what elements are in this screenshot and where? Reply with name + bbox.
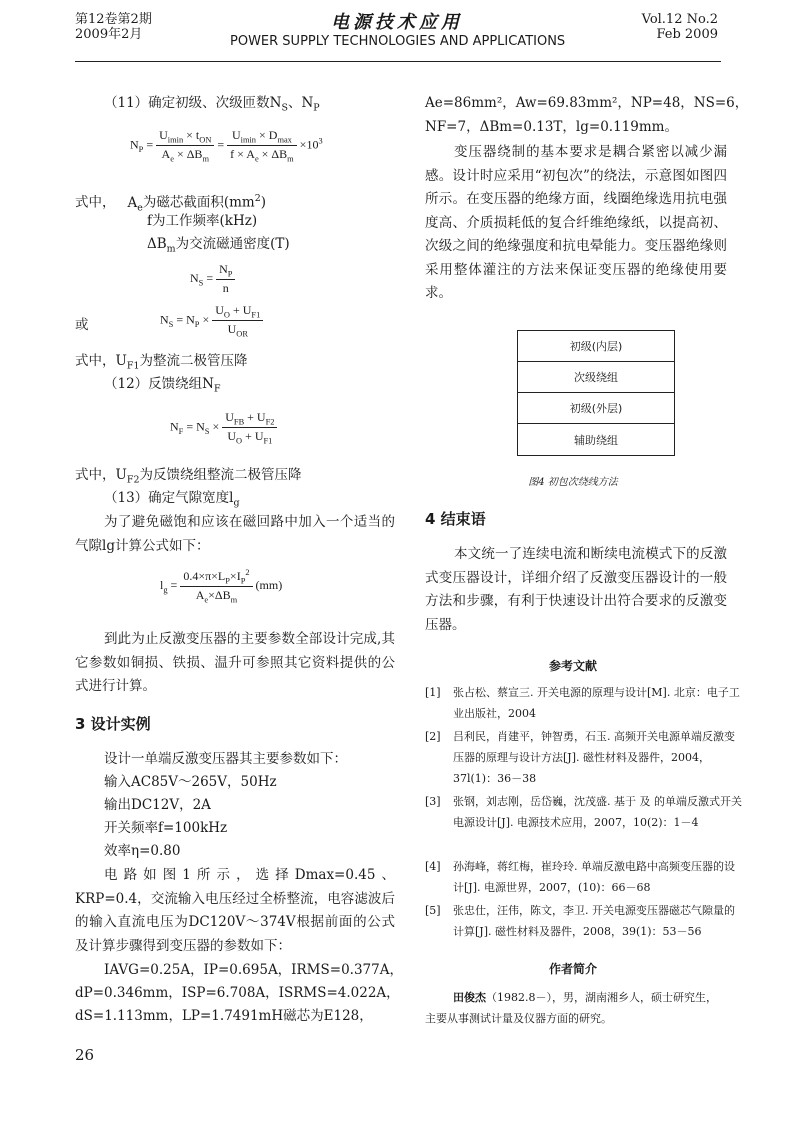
equation-lg: $l_g$ = $\frac{0.4\times\pi\times L_P\times I_P^2}{A_e\times\Delta B_m}$ (mm): [160, 568, 283, 605]
header-volume-cn: [75, 12, 152, 42]
volume-en: Vol.12 No.2: [641, 12, 718, 27]
example-frequency: 开关频率f=100kHz: [104, 820, 228, 836]
where-uf1: 式中，$U_{F1}$为整流二极管压降: [75, 353, 248, 372]
author-name: 田俊杰: [453, 991, 486, 1004]
example-paragraph: 电路如图1所示，选择Dmax=0.45、KRP=0.4，交流输入电压经过全桥整流，电容滤波后的输入直流电压为DC120V～374V根据前面的公式及计算步骤得到变压器的参数如下：: [75, 867, 395, 954]
result-line-2: dP=0.346mm，ISP=6.708A，ISRMS=4.022A，: [75, 985, 400, 1001]
where-ae: 式中， $A_e$为磁芯截面积$(mm^2)$: [75, 193, 267, 214]
example-efficiency: 效率η=0.80: [104, 843, 181, 859]
equation-ns: $N_S$ = $\frac{N_P}{n}$: [190, 262, 235, 296]
section-3-heading: 3 设计实例: [75, 715, 151, 733]
winding-paragraph: 变压器绕制的基本要求是耦合紧密以减少漏感。设计时应采用“初包次”的绕法，示意图如图四所示。在变压器的绝缘方面，线圈绝缘选用抗电强度高、介质损耗低的复合纤维绝缘纸，以提高初、次级之间的绝缘强度和抗电晕能力。变压器绝缘则采用整体灌注的方法来保证变压器的绝缘使用要求。: [425, 144, 727, 301]
author-title: 作者简介: [548, 962, 597, 976]
example-output: 输出DC12V，2A: [104, 797, 211, 813]
volume-cn: 第12卷第2期: [75, 12, 152, 27]
figure-caption: 图4 初包次绕线方法: [528, 477, 618, 488]
conclusion-paragraph: 本文统一了连续电流和断续电流模式下的反激式变压器设计，详细介绍了反激变压器设计的一般方法和步骤，有利于快速设计出符合要求的反激变压器。: [425, 546, 727, 633]
header-rule: [75, 61, 721, 62]
figure-box-primary-inner: 初级(内层): [518, 331, 674, 362]
equation-ns-alt: $N_S = N_P$ × $\frac{U_O + U_{F1}}{U_{OR}}$: [160, 303, 263, 339]
journal-title-en: POWER SUPPLY TECHNOLOGIES AND APPLICATIONS: [230, 34, 566, 49]
where-bm: $\Delta B_m$为交流磁通密度(T): [147, 236, 290, 255]
result-line-5: NF=7，ΔBm=0.13T，lg=0.119mm。: [425, 119, 678, 135]
example-intro: 设计一单端反激变压器其主要参数如下：: [104, 751, 347, 767]
author-bio: 田俊杰（1982.8－），男，湖南湘乡人，硕士研究生，主要从事测试计量及仪器方面的研究。: [425, 991, 717, 1025]
winding-figure: [517, 330, 675, 456]
where-uf2: 式中，$U_{F2}$为反馈绕组整流二极管压降: [75, 467, 302, 486]
gap-paragraph: 为了避免磁饱和应该在磁回路中加入一个适当的气隙lg计算公式如下：: [75, 514, 395, 554]
step-12-heading: （12）反馈绕组$N_F$: [104, 376, 221, 395]
result-line-4: Ae=86mm²，Aw=69.83mm²，NP=48，NS=6，: [425, 95, 749, 111]
final-paragraph: 到此为止反激变压器的主要参数全部设计完成,其它参数如铜损、铁损、温升可参照其它资料提供的公式进行计算。: [75, 631, 395, 694]
or-label: 或: [75, 317, 89, 333]
figure-box-auxiliary: 辅助绕组: [574, 433, 618, 447]
result-line-1: IAVG=0.25A，IP=0.695A，IRMS=0.377A，: [104, 962, 403, 978]
references-title: 参考文献: [548, 659, 597, 673]
page-number: 26: [75, 1046, 95, 1064]
journal-title-cn: 电源技术应用: [331, 12, 463, 33]
figure-box-secondary: 次级绕组: [518, 362, 674, 393]
figure-box-primary-outer: 初级(外层): [518, 393, 674, 424]
equation-nf: $N_F = N_S$ × $\frac{U_{FB} + U_{F2}}{U_O + U_{F1}}$: [170, 410, 277, 446]
result-line-3: dS=1.113mm，LP=1.7491mH磁芯为E128，: [75, 1008, 373, 1024]
step-13-heading: （13）确定气隙宽度$l_g$: [104, 490, 240, 509]
where-f: f为工作频率(kHz): [147, 213, 258, 229]
equation-np: $N_P$ = $\frac{U_{imin} \times t_{ON}}{A_e \times \Delta B_m}$ = $\frac{U_{imin} \times D_{max}}{f \times A_e \times \Delta B_m}$ $\times 10^3$: [130, 128, 323, 164]
header-volume-en: [642, 12, 718, 42]
date-en: Feb 2009: [656, 27, 718, 42]
header-journal: [230, 12, 564, 50]
step-11-heading: （11）确定初级、次级匝数$N_S$、$N_P$: [104, 95, 320, 114]
section-4-heading: 4 结束语: [425, 510, 486, 528]
date-cn: 2009年2月: [75, 27, 143, 42]
example-input: 输入AC85V～265V，50Hz: [104, 774, 277, 790]
